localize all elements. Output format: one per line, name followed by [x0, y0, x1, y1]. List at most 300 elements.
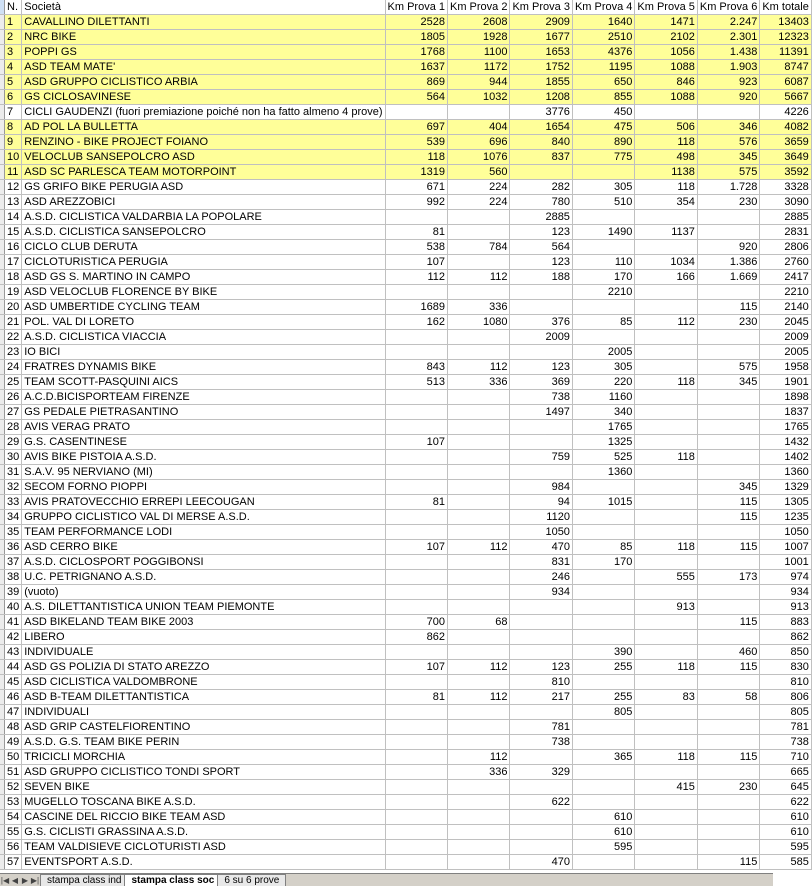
rank-cell[interactable]: 56 [5, 840, 22, 855]
km-p1-cell[interactable]: 513 [385, 375, 447, 390]
km-p3-cell[interactable]: 376 [510, 315, 572, 330]
rank-cell[interactable]: 47 [5, 705, 22, 720]
km-p1-cell[interactable] [385, 555, 447, 570]
km-p2-cell[interactable] [448, 840, 510, 855]
km-p3-cell[interactable]: 738 [510, 390, 572, 405]
km-p6-cell[interactable] [697, 720, 759, 735]
rank-cell[interactable]: 35 [5, 525, 22, 540]
km-p4-cell[interactable]: 610 [572, 825, 634, 840]
total-km-cell[interactable]: 12323 [760, 30, 811, 45]
km-p3-cell[interactable]: 3776 [510, 105, 572, 120]
km-p5-cell[interactable] [635, 330, 697, 345]
team-name-cell[interactable]: POL. VAL DI LORETO [22, 315, 385, 330]
total-km-cell[interactable]: 3649 [760, 150, 811, 165]
km-p2-cell[interactable] [448, 810, 510, 825]
km-p2-cell[interactable] [448, 345, 510, 360]
km-p4-cell[interactable]: 170 [572, 555, 634, 570]
km-p3-cell[interactable] [510, 420, 572, 435]
km-p5-cell[interactable] [635, 105, 697, 120]
km-p4-cell[interactable] [572, 330, 634, 345]
rank-cell[interactable]: 50 [5, 750, 22, 765]
km-p2-cell[interactable] [448, 735, 510, 750]
km-p2-cell[interactable]: 336 [448, 765, 510, 780]
km-p2-cell[interactable] [448, 495, 510, 510]
km-p4-cell[interactable] [572, 510, 634, 525]
km-p2-cell[interactable]: 112 [448, 690, 510, 705]
km-p1-cell[interactable]: 112 [385, 270, 447, 285]
km-p4-cell[interactable] [572, 570, 634, 585]
km-p5-cell[interactable]: 83 [635, 690, 697, 705]
km-p2-cell[interactable]: 1100 [448, 45, 510, 60]
km-p4-cell[interactable]: 525 [572, 450, 634, 465]
km-p1-cell[interactable] [385, 105, 447, 120]
km-p1-cell[interactable] [385, 585, 447, 600]
km-p4-cell[interactable]: 1015 [572, 495, 634, 510]
km-p5-cell[interactable] [635, 585, 697, 600]
rank-cell[interactable]: 11 [5, 165, 22, 180]
km-p4-cell[interactable] [572, 765, 634, 780]
total-km-cell[interactable]: 1360 [760, 465, 811, 480]
rank-cell[interactable]: 18 [5, 270, 22, 285]
total-km-cell[interactable]: 2009 [760, 330, 811, 345]
team-name-cell[interactable]: GS GRIFO BIKE PERUGIA ASD [22, 180, 385, 195]
km-p3-cell[interactable]: 840 [510, 135, 572, 150]
km-p1-cell[interactable] [385, 780, 447, 795]
km-p4-cell[interactable]: 220 [572, 375, 634, 390]
km-p2-cell[interactable]: 224 [448, 180, 510, 195]
km-p1-cell[interactable]: 107 [385, 255, 447, 270]
km-p6-cell[interactable] [697, 105, 759, 120]
km-p4-cell[interactable] [572, 720, 634, 735]
km-p5-cell[interactable]: 1138 [635, 165, 697, 180]
total-km-cell[interactable]: 4226 [760, 105, 811, 120]
rank-cell[interactable]: 29 [5, 435, 22, 450]
team-name-cell[interactable]: ASD BIKELAND TEAM BIKE 2003 [22, 615, 385, 630]
total-km-cell[interactable]: 1235 [760, 510, 811, 525]
km-p4-cell[interactable] [572, 165, 634, 180]
km-p4-cell[interactable]: 255 [572, 690, 634, 705]
km-p5-cell[interactable]: 118 [635, 375, 697, 390]
team-name-cell[interactable]: GS CICLOSAVINESE [22, 90, 385, 105]
km-p3-cell[interactable]: 1497 [510, 405, 572, 420]
km-p2-cell[interactable]: 696 [448, 135, 510, 150]
km-p5-cell[interactable] [635, 210, 697, 225]
km-p2-cell[interactable]: 1080 [448, 315, 510, 330]
team-name-cell[interactable]: ASD SC PARLESCA TEAM MOTORPOINT [22, 165, 385, 180]
total-km-cell[interactable]: 2760 [760, 255, 811, 270]
km-p2-cell[interactable] [448, 720, 510, 735]
km-p6-cell[interactable]: 115 [697, 660, 759, 675]
km-p1-cell[interactable]: 862 [385, 630, 447, 645]
km-p3-cell[interactable]: 470 [510, 855, 572, 870]
km-p2-cell[interactable] [448, 675, 510, 690]
km-p2-cell[interactable]: 404 [448, 120, 510, 135]
km-p6-cell[interactable]: 923 [697, 75, 759, 90]
team-name-cell[interactable]: CICLO CLUB DERUTA [22, 240, 385, 255]
km-p3-cell[interactable]: 470 [510, 540, 572, 555]
rank-cell[interactable]: 43 [5, 645, 22, 660]
km-p2-cell[interactable] [448, 855, 510, 870]
km-p5-cell[interactable] [635, 675, 697, 690]
header-prova-1[interactable]: Km Prova 1 [385, 0, 447, 15]
km-p6-cell[interactable] [697, 390, 759, 405]
total-km-cell[interactable]: 4082 [760, 120, 811, 135]
team-name-cell[interactable]: (vuoto) [22, 585, 385, 600]
km-p5-cell[interactable]: 118 [635, 180, 697, 195]
km-p5-cell[interactable]: 2102 [635, 30, 697, 45]
km-p4-cell[interactable]: 775 [572, 150, 634, 165]
rank-cell[interactable]: 53 [5, 795, 22, 810]
rank-cell[interactable]: 15 [5, 225, 22, 240]
km-p6-cell[interactable] [697, 585, 759, 600]
km-p3-cell[interactable] [510, 465, 572, 480]
team-name-cell[interactable]: MUGELLO TOSCANA BIKE A.S.D. [22, 795, 385, 810]
km-p2-cell[interactable] [448, 510, 510, 525]
total-km-cell[interactable]: 11391 [760, 45, 811, 60]
total-km-cell[interactable]: 850 [760, 645, 811, 660]
total-km-cell[interactable]: 1901 [760, 375, 811, 390]
km-p6-cell[interactable]: 115 [697, 300, 759, 315]
km-p5-cell[interactable]: 1137 [635, 225, 697, 240]
team-name-cell[interactable]: A.S.D. CICLISTICA SANSEPOLCRO [22, 225, 385, 240]
km-p2-cell[interactable] [448, 630, 510, 645]
km-p5-cell[interactable] [635, 555, 697, 570]
km-p3-cell[interactable]: 622 [510, 795, 572, 810]
km-p3-cell[interactable]: 759 [510, 450, 572, 465]
km-p2-cell[interactable]: 112 [448, 750, 510, 765]
km-p6-cell[interactable] [697, 525, 759, 540]
rank-cell[interactable]: 7 [5, 105, 22, 120]
km-p6-cell[interactable] [697, 735, 759, 750]
km-p2-cell[interactable]: 784 [448, 240, 510, 255]
km-p6-cell[interactable] [697, 795, 759, 810]
km-p6-cell[interactable]: 575 [697, 360, 759, 375]
team-name-cell[interactable]: FRATRES DYNAMIS BIKE [22, 360, 385, 375]
km-p5-cell[interactable] [635, 510, 697, 525]
km-p3-cell[interactable]: 188 [510, 270, 572, 285]
km-p5-cell[interactable] [635, 285, 697, 300]
km-p4-cell[interactable]: 1360 [572, 465, 634, 480]
km-p5-cell[interactable]: 112 [635, 315, 697, 330]
total-km-cell[interactable]: 1329 [760, 480, 811, 495]
km-p6-cell[interactable] [697, 555, 759, 570]
km-p3-cell[interactable]: 94 [510, 495, 572, 510]
km-p6-cell[interactable] [697, 420, 759, 435]
km-p4-cell[interactable]: 305 [572, 360, 634, 375]
km-p5-cell[interactable] [635, 360, 697, 375]
team-name-cell[interactable]: A.S.D. CICLISTICA VALDARBIA LA POPOLARE [22, 210, 385, 225]
rank-cell[interactable]: 33 [5, 495, 22, 510]
km-p4-cell[interactable]: 2510 [572, 30, 634, 45]
team-name-cell[interactable]: SECOM FORNO PIOPPI [22, 480, 385, 495]
km-p1-cell[interactable]: 869 [385, 75, 447, 90]
km-p4-cell[interactable] [572, 780, 634, 795]
header-n[interactable]: N. [5, 0, 22, 15]
km-p6-cell[interactable]: 173 [697, 570, 759, 585]
km-p1-cell[interactable] [385, 705, 447, 720]
km-p3-cell[interactable] [510, 780, 572, 795]
km-p4-cell[interactable]: 1160 [572, 390, 634, 405]
km-p6-cell[interactable]: 115 [697, 510, 759, 525]
team-name-cell[interactable]: GS PEDALE PIETRASANTINO [22, 405, 385, 420]
km-p5-cell[interactable] [635, 435, 697, 450]
km-p6-cell[interactable]: 230 [697, 195, 759, 210]
km-p2-cell[interactable]: 336 [448, 300, 510, 315]
km-p4-cell[interactable]: 1765 [572, 420, 634, 435]
km-p4-cell[interactable]: 610 [572, 810, 634, 825]
km-p4-cell[interactable] [572, 675, 634, 690]
km-p2-cell[interactable] [448, 525, 510, 540]
km-p2-cell[interactable] [448, 600, 510, 615]
rank-cell[interactable]: 54 [5, 810, 22, 825]
km-p4-cell[interactable] [572, 630, 634, 645]
km-p6-cell[interactable] [697, 630, 759, 645]
km-p2-cell[interactable] [448, 555, 510, 570]
km-p6-cell[interactable]: 345 [697, 375, 759, 390]
km-p1-cell[interactable] [385, 420, 447, 435]
total-km-cell[interactable]: 710 [760, 750, 811, 765]
km-p3-cell[interactable]: 1653 [510, 45, 572, 60]
km-p2-cell[interactable] [448, 210, 510, 225]
team-name-cell[interactable]: ASD VELOCLUB FLORENCE BY BIKE [22, 285, 385, 300]
km-p3-cell[interactable]: 1752 [510, 60, 572, 75]
km-p4-cell[interactable] [572, 855, 634, 870]
tab-stampa-class-soc[interactable]: stampa class soc [124, 874, 221, 886]
team-name-cell[interactable]: ASD TEAM MATE' [22, 60, 385, 75]
km-p3-cell[interactable]: 2009 [510, 330, 572, 345]
km-p2-cell[interactable] [448, 420, 510, 435]
total-km-cell[interactable]: 974 [760, 570, 811, 585]
rank-cell[interactable]: 21 [5, 315, 22, 330]
km-p4-cell[interactable]: 85 [572, 540, 634, 555]
km-p6-cell[interactable] [697, 825, 759, 840]
team-name-cell[interactable]: TRICICLI MORCHIA [22, 750, 385, 765]
km-p6-cell[interactable] [697, 225, 759, 240]
rank-cell[interactable]: 4 [5, 60, 22, 75]
km-p3-cell[interactable]: 781 [510, 720, 572, 735]
km-p2-cell[interactable] [448, 465, 510, 480]
total-km-cell[interactable]: 595 [760, 840, 811, 855]
km-p4-cell[interactable]: 855 [572, 90, 634, 105]
team-name-cell[interactable]: U.C. PETRIGNANO A.S.D. [22, 570, 385, 585]
km-p3-cell[interactable]: 1050 [510, 525, 572, 540]
tab-stampa-class-ind[interactable]: stampa class ind [40, 874, 128, 886]
km-p3-cell[interactable] [510, 285, 572, 300]
km-p6-cell[interactable] [697, 840, 759, 855]
km-p5-cell[interactable] [635, 420, 697, 435]
rank-cell[interactable]: 2 [5, 30, 22, 45]
km-p1-cell[interactable]: 564 [385, 90, 447, 105]
total-km-cell[interactable]: 1432 [760, 435, 811, 450]
rank-cell[interactable]: 46 [5, 690, 22, 705]
km-p5-cell[interactable]: 1088 [635, 60, 697, 75]
km-p4-cell[interactable]: 390 [572, 645, 634, 660]
rank-cell[interactable]: 45 [5, 675, 22, 690]
team-name-cell[interactable]: GRUPPO CICLISTICO VAL DI MERSE A.S.D. [22, 510, 385, 525]
km-p4-cell[interactable] [572, 525, 634, 540]
team-name-cell[interactable]: RENZINO - BIKE PROJECT FOIANO [22, 135, 385, 150]
km-p2-cell[interactable]: 1172 [448, 60, 510, 75]
header-prova-6[interactable]: Km Prova 6 [697, 0, 759, 15]
rank-cell[interactable]: 42 [5, 630, 22, 645]
team-name-cell[interactable]: G.S. CICLISTI GRASSINA A.S.D. [22, 825, 385, 840]
km-p5-cell[interactable] [635, 810, 697, 825]
total-km-cell[interactable]: 810 [760, 675, 811, 690]
km-p6-cell[interactable]: 1.386 [697, 255, 759, 270]
rank-cell[interactable]: 32 [5, 480, 22, 495]
rank-cell[interactable]: 1 [5, 15, 22, 30]
km-p6-cell[interactable] [697, 600, 759, 615]
km-p4-cell[interactable]: 595 [572, 840, 634, 855]
km-p3-cell[interactable]: 1677 [510, 30, 572, 45]
km-p5-cell[interactable]: 1471 [635, 15, 697, 30]
km-p3-cell[interactable] [510, 300, 572, 315]
next-sheet-icon[interactable]: ▶ [21, 876, 29, 885]
km-p5-cell[interactable] [635, 525, 697, 540]
rank-cell[interactable]: 34 [5, 510, 22, 525]
km-p2-cell[interactable]: 68 [448, 615, 510, 630]
km-p4-cell[interactable]: 510 [572, 195, 634, 210]
km-p6-cell[interactable]: 115 [697, 495, 759, 510]
km-p4-cell[interactable]: 305 [572, 180, 634, 195]
rank-cell[interactable]: 39 [5, 585, 22, 600]
km-p1-cell[interactable]: 81 [385, 495, 447, 510]
total-km-cell[interactable]: 13403 [760, 15, 811, 30]
team-name-cell[interactable]: AVIS VERAG PRATO [22, 420, 385, 435]
total-km-cell[interactable]: 2417 [760, 270, 811, 285]
rank-cell[interactable]: 49 [5, 735, 22, 750]
rank-cell[interactable]: 22 [5, 330, 22, 345]
team-name-cell[interactable]: ASD B-TEAM DILETTANTISTICA [22, 690, 385, 705]
team-name-cell[interactable]: A.S. DILETTANTISTICA UNION TEAM PIEMONTE [22, 600, 385, 615]
km-p4-cell[interactable]: 365 [572, 750, 634, 765]
km-p2-cell[interactable] [448, 255, 510, 270]
header-totale[interactable]: Km totale [760, 0, 811, 15]
km-p2-cell[interactable] [448, 480, 510, 495]
km-p1-cell[interactable] [385, 855, 447, 870]
km-p1-cell[interactable]: 81 [385, 225, 447, 240]
km-p1-cell[interactable] [385, 840, 447, 855]
total-km-cell[interactable]: 830 [760, 660, 811, 675]
rank-cell[interactable]: 31 [5, 465, 22, 480]
rank-cell[interactable]: 41 [5, 615, 22, 630]
rank-cell[interactable]: 25 [5, 375, 22, 390]
km-p1-cell[interactable]: 538 [385, 240, 447, 255]
km-p4-cell[interactable]: 1490 [572, 225, 634, 240]
km-p3-cell[interactable]: 217 [510, 690, 572, 705]
km-p3-cell[interactable]: 123 [510, 225, 572, 240]
km-p2-cell[interactable]: 112 [448, 660, 510, 675]
km-p3-cell[interactable]: 246 [510, 570, 572, 585]
km-p3-cell[interactable] [510, 345, 572, 360]
km-p2-cell[interactable]: 1032 [448, 90, 510, 105]
rank-cell[interactable]: 23 [5, 345, 22, 360]
km-p6-cell[interactable]: 115 [697, 540, 759, 555]
total-km-cell[interactable]: 862 [760, 630, 811, 645]
team-name-cell[interactable]: ASD CERRO BIKE [22, 540, 385, 555]
km-p5-cell[interactable]: 118 [635, 750, 697, 765]
rank-cell[interactable]: 10 [5, 150, 22, 165]
km-p5-cell[interactable]: 498 [635, 150, 697, 165]
km-p3-cell[interactable] [510, 615, 572, 630]
km-p3-cell[interactable]: 123 [510, 255, 572, 270]
km-p6-cell[interactable] [697, 675, 759, 690]
km-p1-cell[interactable]: 1805 [385, 30, 447, 45]
km-p3-cell[interactable]: 123 [510, 360, 572, 375]
total-km-cell[interactable]: 738 [760, 735, 811, 750]
total-km-cell[interactable]: 805 [760, 705, 811, 720]
km-p1-cell[interactable] [385, 465, 447, 480]
km-p3-cell[interactable]: 2909 [510, 15, 572, 30]
km-p3-cell[interactable]: 780 [510, 195, 572, 210]
team-name-cell[interactable]: A.C.D.BICISPORTEAM FIRENZE [22, 390, 385, 405]
rank-cell[interactable]: 57 [5, 855, 22, 870]
team-name-cell[interactable]: A.S.D. G.S. TEAM BIKE PERIN [22, 735, 385, 750]
km-p1-cell[interactable]: 107 [385, 540, 447, 555]
km-p3-cell[interactable] [510, 810, 572, 825]
km-p2-cell[interactable]: 1928 [448, 30, 510, 45]
km-p1-cell[interactable] [385, 810, 447, 825]
total-km-cell[interactable]: 665 [760, 765, 811, 780]
km-p1-cell[interactable] [385, 825, 447, 840]
km-p3-cell[interactable]: 738 [510, 735, 572, 750]
km-p5-cell[interactable] [635, 855, 697, 870]
team-name-cell[interactable]: NRC BIKE [22, 30, 385, 45]
km-p1-cell[interactable]: 2528 [385, 15, 447, 30]
km-p5-cell[interactable] [635, 300, 697, 315]
rank-cell[interactable]: 8 [5, 120, 22, 135]
km-p3-cell[interactable] [510, 630, 572, 645]
header-prova-3[interactable]: Km Prova 3 [510, 0, 572, 15]
km-p6-cell[interactable]: 346 [697, 120, 759, 135]
rank-cell[interactable]: 17 [5, 255, 22, 270]
total-km-cell[interactable]: 6087 [760, 75, 811, 90]
team-name-cell[interactable]: AVIS BIKE PISTOIA A.S.D. [22, 450, 385, 465]
km-p3-cell[interactable] [510, 750, 572, 765]
km-p1-cell[interactable] [385, 750, 447, 765]
team-name-cell[interactable]: ASD GRIP CASTELFIORENTINO [22, 720, 385, 735]
km-p5-cell[interactable] [635, 615, 697, 630]
rank-cell[interactable]: 20 [5, 300, 22, 315]
km-p1-cell[interactable]: 162 [385, 315, 447, 330]
team-name-cell[interactable]: G.S. CASENTINESE [22, 435, 385, 450]
km-p1-cell[interactable] [385, 645, 447, 660]
total-km-cell[interactable]: 913 [760, 600, 811, 615]
km-p5-cell[interactable] [635, 630, 697, 645]
total-km-cell[interactable]: 622 [760, 795, 811, 810]
km-p5-cell[interactable]: 354 [635, 195, 697, 210]
km-p6-cell[interactable] [697, 765, 759, 780]
total-km-cell[interactable]: 2210 [760, 285, 811, 300]
km-p2-cell[interactable]: 1076 [448, 150, 510, 165]
km-p1-cell[interactable] [385, 570, 447, 585]
rank-cell[interactable]: 13 [5, 195, 22, 210]
km-p1-cell[interactable]: 107 [385, 435, 447, 450]
first-sheet-icon[interactable]: |◀ [0, 876, 10, 885]
km-p5-cell[interactable]: 506 [635, 120, 697, 135]
km-p5-cell[interactable]: 846 [635, 75, 697, 90]
km-p6-cell[interactable]: 920 [697, 240, 759, 255]
km-p4-cell[interactable]: 170 [572, 270, 634, 285]
km-p2-cell[interactable]: 112 [448, 360, 510, 375]
km-p1-cell[interactable]: 118 [385, 150, 447, 165]
km-p6-cell[interactable]: 576 [697, 135, 759, 150]
km-p2-cell[interactable] [448, 435, 510, 450]
km-p3-cell[interactable] [510, 435, 572, 450]
km-p4-cell[interactable]: 4376 [572, 45, 634, 60]
km-p4-cell[interactable]: 450 [572, 105, 634, 120]
total-km-cell[interactable]: 1402 [760, 450, 811, 465]
